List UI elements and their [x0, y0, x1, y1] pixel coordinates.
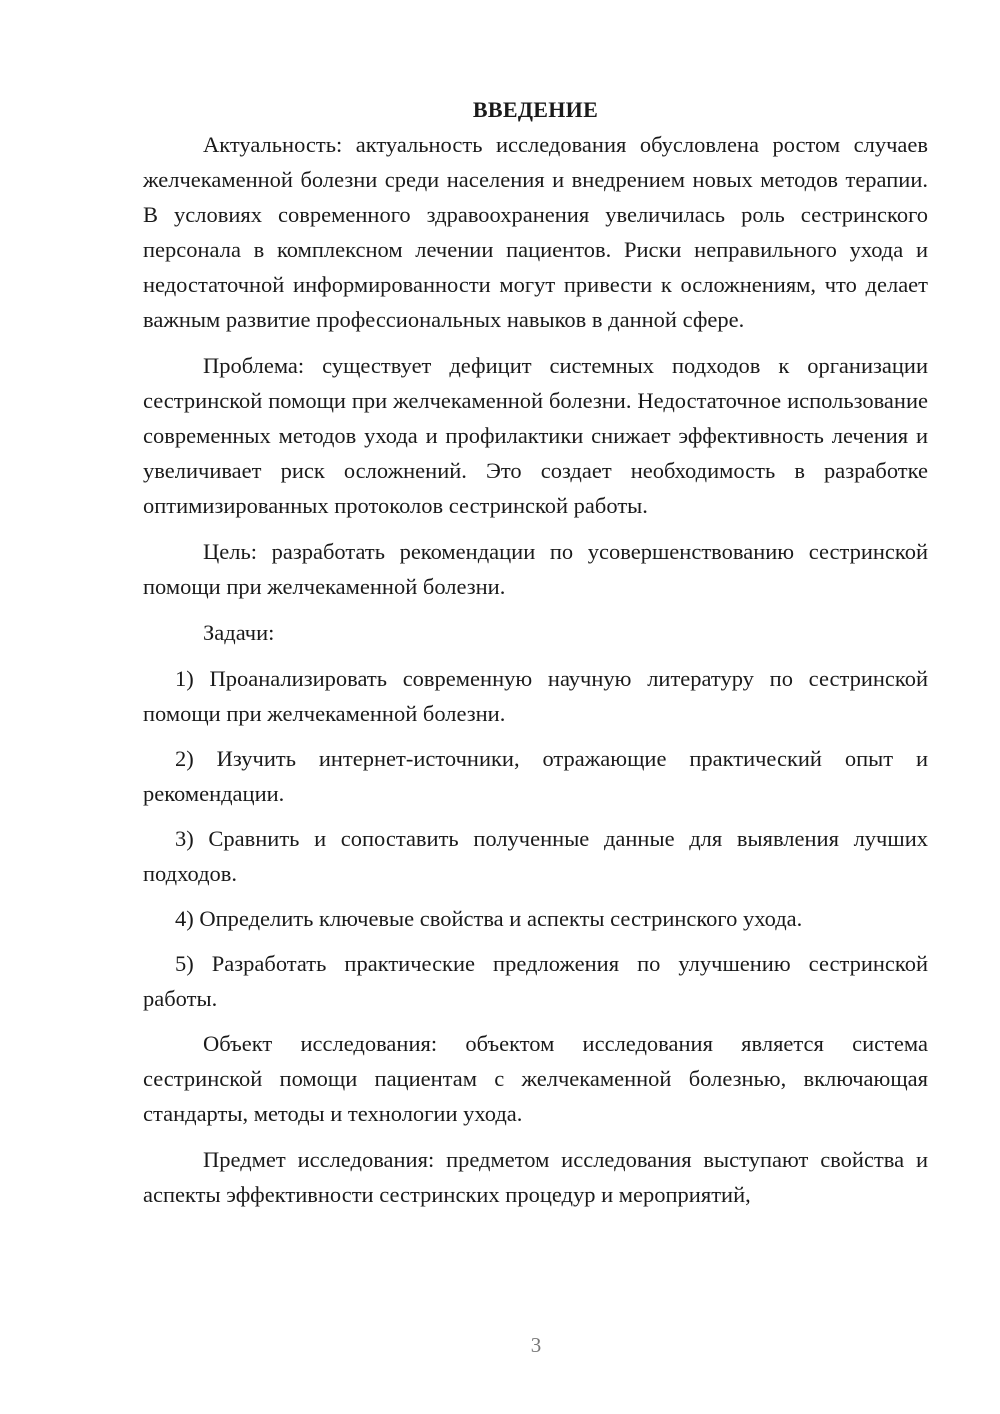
task-item-5: 5) Разработать практические предложения по улучшению сестринской работы. — [143, 951, 928, 1011]
tasks-title: Задачи: — [203, 620, 275, 645]
task-item-3: 3) Сравнить и сопоставить полученные данные для выявления лучших подходов. — [143, 826, 928, 886]
task-item-4: 4) Определить ключевые свойства и аспекты сестринского ухода. — [175, 906, 803, 931]
task-item-1: 1) Проанализировать современную научную литературу по сестринской помощи при желчекаменной болезни. — [143, 666, 928, 726]
object-paragraph: Объект исследования: объектом исследования является система сестринской помощи пациентам с желчекаменной болезнью, включающая стандарты, методы и технологии ухода. — [143, 1031, 928, 1126]
subject-paragraph: Предмет исследования: предметом исследования выступают свойства и аспекты эффективности сестринских процедур и мероприятий, — [143, 1147, 928, 1207]
problem-paragraph: Проблема: существует дефицит системных подходов к организации сестринской помощи при желчекаменной болезни. Недостаточное использование современных методов ухода и профилактики снижает эффективность лечения и увеличивает риск осложнений. Это создает необходимость в разработке оптимизированных протоколов сестринской работы. — [143, 353, 928, 518]
document-page — [143, 92, 928, 1223]
section-heading: ВВЕДЕНИЕ — [472, 97, 599, 122]
task-item-2: 2) Изучить интернет-источники, отражающие практический опыт и рекомендации. — [143, 746, 928, 806]
goal-paragraph: Цель: разработать рекомендации по усовершенствованию сестринской помощи при желчекаменной болезни. — [143, 539, 928, 599]
relevance-paragraph: Актуальность: актуальность исследования обусловлена ростом случаев желчекаменной болезни среди населения и внедрением новых методов терапии. В условиях современного здравоохранения увеличилась роль сестринского персонала в комплексном лечении пациентов. Риски неправильного ухода и недостаточной информированности могут привести к осложнениям, что делает важным развитие профессиональных навыков в данной сфере. — [143, 132, 928, 332]
tasks-list — [143, 661, 928, 1016]
page-number: 3 — [530, 1333, 542, 1357]
